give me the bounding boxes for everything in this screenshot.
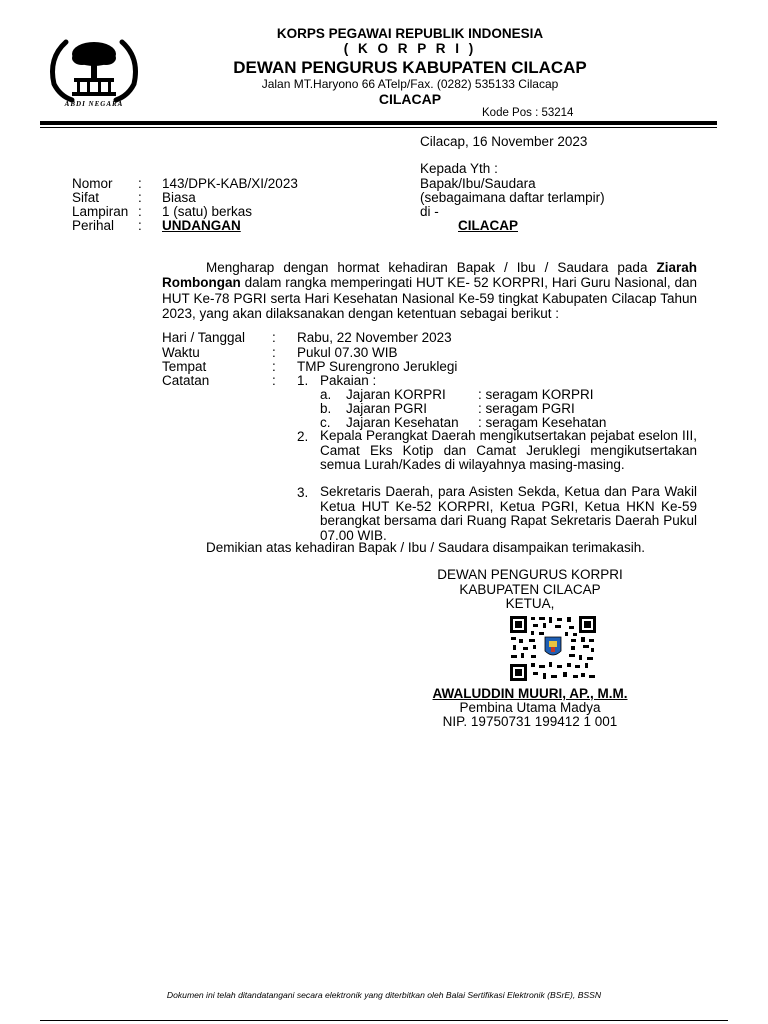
signature-rank: Pembina Utama Madya [459, 700, 601, 715]
body-intro-bold: Ziarah Rombongan [162, 260, 697, 291]
signature-role: KETUA, [505, 596, 555, 611]
letterhead-line-3: DEWAN PENGURUS KABUPATEN CILACAP [233, 58, 587, 77]
meta-value-perihal: UNDANGAN [162, 218, 241, 233]
note-3-number: 3. [297, 485, 309, 500]
note-1b-name: Jajaran PGRI [346, 401, 428, 416]
note-1a-name: Jajaran KORPRI [346, 387, 446, 402]
recipient-kepada: Kepada Yth : [420, 161, 498, 176]
signature-org-1: DEWAN PENGURUS KORPRI [437, 567, 623, 582]
qr-code-signature [509, 615, 597, 682]
detail-label-catatan: Catatan [162, 373, 210, 388]
note-1a-letter: a. [320, 387, 332, 402]
note-1c-letter: c. [320, 415, 331, 430]
note-2-number: 2. [297, 429, 309, 444]
meta-label-perihal: Perihal [72, 218, 115, 233]
signature-org-2: KABUPATEN CILACAP [459, 582, 601, 597]
note-3-text: Sekretaris Daerah, para Asisten Sekda, Ketua dan Para Wakil Ketua HUT Ke-52 KORPRI, Ketua PGRI, Ketua HKN Ke-59 berangkat bersama dari Ruang Rapat Sekretaris Daerah Pukul 07.00 WIB. [320, 484, 697, 543]
detail-label-waktu: Waktu [162, 345, 200, 360]
body-intro-b: dalam rangka memperingati HUT KE- 52 KORPRI, Hari Guru Nasional, dan HUT Ke-78 PGRI serta Hari Kesehatan Nasional Ke-59 tingkat Kabupaten Cilacap Tahun 2023, yang akan dilaksanakan dengan ketentuan sebagai berikut : [162, 275, 697, 322]
signature-name: AWALUDDIN MUURI, AP., M.M. [432, 686, 628, 701]
letterhead-address: Jalan MT.Haryono 66 ATelp/Fax. (0282) 535133 Cilacap [261, 77, 559, 91]
detail-colon: : [272, 330, 276, 345]
letterhead-line-2: ( K O R P R I ) [343, 41, 477, 56]
body-paragraph [162, 260, 697, 322]
meta-colon: : [138, 190, 142, 205]
detail-colon: : [272, 359, 276, 374]
meta-colon: : [138, 204, 142, 219]
meta-value-lampiran: 1 (satu) berkas [162, 204, 253, 219]
date-line: Cilacap, 16 November 2023 [420, 134, 588, 149]
header-rule-thick [40, 121, 717, 125]
detail-value-tempat: TMP Surengrono Jeruklegi [297, 359, 458, 374]
meta-label-lampiran: Lampiran [72, 204, 129, 219]
letterhead-city: CILACAP [378, 91, 442, 107]
note-1a-value: : seragam KORPRI [478, 387, 594, 402]
korpri-logo [44, 30, 144, 114]
qr-code-icon [509, 615, 597, 682]
recipient-place: CILACAP [458, 218, 518, 233]
signature-nip: NIP. 19750731 199412 1 001 [442, 714, 618, 729]
recipient-note: (sebagaimana daftar terlampir) [420, 190, 605, 205]
meta-colon: : [138, 176, 142, 191]
detail-value-waktu: Pukul 07.30 WIB [297, 345, 398, 360]
note-1c-name: Jajaran Kesehatan [346, 415, 459, 430]
meta-label-sifat: Sifat [72, 190, 100, 205]
detail-colon: : [272, 345, 276, 360]
note-1b-value: : seragam PGRI [478, 401, 575, 416]
closing-sentence: Demikian atas kehadiran Bapak / Ibu / Saudara disampaikan terimakasih. [206, 540, 645, 555]
note-1-number: 1. [297, 373, 309, 388]
note-2-text: Kepala Perangkat Daerah mengikutsertakan pejabat eselon III, Camat Eks Kotip dan Camat Jeruklegi mengikutsertakan semua Lurah/Kades di wilayahnya masing-masing. [320, 428, 697, 472]
logo-motto: ABDI NEGARA [64, 100, 124, 108]
note-1-title: Pakaian : [320, 373, 377, 388]
footer-esign-note: Dokumen ini telah ditandatangani secara elektronik yang diterbitkan oleh Balai Sertifikasi Elektronik (BSrE), BSSN [166, 990, 602, 1000]
recipient-name: Bapak/Ibu/Saudara [420, 176, 536, 191]
detail-value-hari: Rabu, 22 November 2023 [297, 330, 452, 345]
detail-label-tempat: Tempat [162, 359, 207, 374]
kode-pos: Kode Pos : 53214 [482, 107, 574, 119]
detail-colon: : [272, 373, 276, 388]
meta-label-nomor: Nomor [72, 176, 113, 191]
recipient-di: di - [420, 204, 439, 219]
letterhead-line-1: KORPS PEGAWAI REPUBLIK INDONESIA [276, 26, 544, 41]
detail-label-hari: Hari / Tanggal [162, 330, 246, 345]
header-rule-thin [40, 127, 717, 128]
note-1c-value: : seragam Kesehatan [478, 415, 607, 430]
meta-value-sifat: Biasa [162, 190, 196, 205]
meta-value-nomor: 143/DPK-KAB/XI/2023 [162, 176, 298, 191]
note-1b-letter: b. [320, 401, 332, 416]
body-intro-a: Mengharap dengan hormat kehadiran Bapak / Ibu / Saudara pada [206, 260, 657, 275]
meta-colon: : [138, 218, 142, 233]
footer-rule [40, 1020, 728, 1021]
